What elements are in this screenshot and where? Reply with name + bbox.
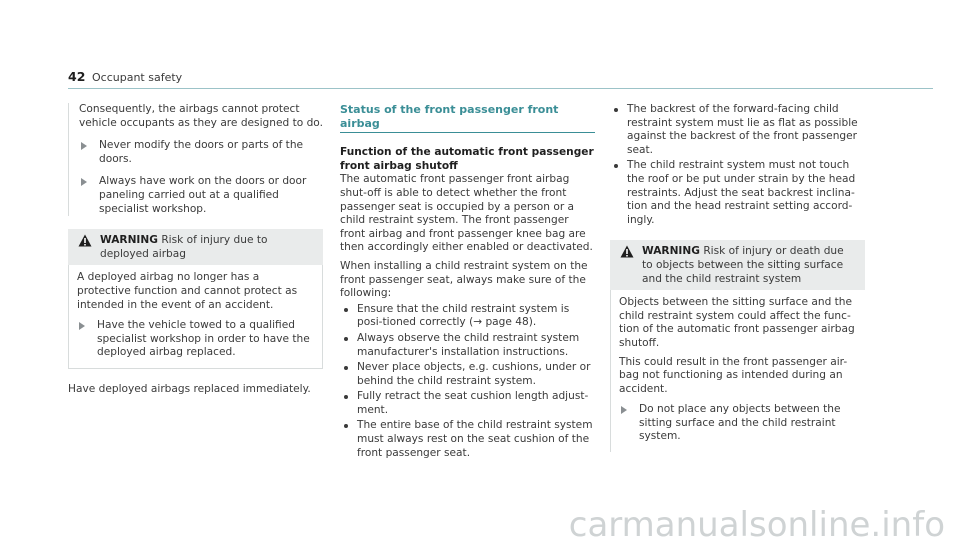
left-warning-box xyxy=(68,229,323,369)
left-warning-body xyxy=(68,265,323,369)
list-item-text: Ensure that the child restraint system is posi-tioned correctly (→ page 48). xyxy=(357,302,570,329)
right-warning-title: Risk of injury or death due to objects between the sitting surface and the child restraint system xyxy=(642,245,844,285)
left-warning-step-text: Have the vehicle towed to a qualified specialist workshop in order to have the deployed airbag replaced. xyxy=(97,319,310,359)
left-warning-text: A deployed airbag no longer has a protective function and cannot protect as intended in the event of an accident. xyxy=(77,271,298,311)
right-warning-body xyxy=(610,290,865,452)
right-warning-box xyxy=(610,240,865,452)
step-arrow-icon xyxy=(81,178,87,186)
bullet-icon xyxy=(614,108,618,112)
list-item-text: The entire base of the child restraint system must always rest on the seat cushion of the front passenger seat. xyxy=(357,419,593,459)
middle-para-2: When installing a child restraint system on the front passenger seat, always make sure of the following: xyxy=(340,259,588,300)
header-rule xyxy=(68,88,933,89)
list-item-text: Always observe the child restraint system manufacturer's installation instructions. xyxy=(357,331,580,358)
middle-para-1: The automatic front passenger front airbag shut-off is able to detect whether the front passenger seat is occupied by a person or a child restraint system. The front passenger front airbag and front passenger knee bag are then accordingly either enabled or deactivated. xyxy=(340,173,593,254)
bullet-icon xyxy=(614,164,618,168)
list-item xyxy=(340,419,595,460)
list-item-text: The backrest of the forward-facing child restraint system must lie as flat as possible against the backrest of the front passenger seat. xyxy=(627,103,858,156)
list-item-text: Never place objects, e.g. cushions, under or behind the child restraint system. xyxy=(357,361,591,387)
list-item-text: The child restraint system must not touch the roof or be put under strain by the head restraints. Adjust the seat backrest inclina-tion and the head restraint setting accord-ingly. xyxy=(627,159,856,226)
page-section: Occupant safety xyxy=(92,71,183,84)
list-item xyxy=(340,361,595,388)
bullet-icon xyxy=(344,395,348,399)
bullet-icon xyxy=(344,308,348,312)
bullet-icon xyxy=(344,366,348,370)
right-warning-text-2: This could result in the front passenger air-bag not functioning as intended during an accident. xyxy=(619,355,848,395)
middle-column xyxy=(340,103,595,462)
left-intro-text: Consequently, the airbags cannot protect vehicle occupants as they are designed to do. xyxy=(79,103,323,129)
list-item xyxy=(340,390,595,417)
page-number: 42 xyxy=(68,69,86,84)
warning-triangle-icon xyxy=(78,234,92,247)
middle-bullet-list xyxy=(340,303,595,461)
right-column xyxy=(610,103,865,452)
right-warning-text-1: Objects between the sitting surface and the child restraint system could affect the func-tion of the automatic front passenger airbag shutoff. xyxy=(619,296,855,349)
section-title: Status of the front passenger front airbag xyxy=(340,103,595,133)
sub-title: Function of the automatic front passenger front airbag shutoff xyxy=(340,146,594,172)
left-step-2-text: Always have work on the doors or door paneling carried out at a qualified specialist workshop. xyxy=(99,175,307,215)
left-warning-word: WARNING xyxy=(100,234,158,247)
right-warning-word: WARNING xyxy=(642,245,700,258)
list-item xyxy=(610,103,865,157)
step-arrow-icon xyxy=(81,142,87,150)
left-after-text: Have deployed airbags replaced immediately. xyxy=(68,382,311,395)
bullet-icon xyxy=(344,337,348,341)
right-bullet-list xyxy=(610,103,865,227)
left-intro-block xyxy=(68,103,323,216)
left-step-1-text: Never modify the doors or parts of the doors. xyxy=(99,139,304,165)
left-column xyxy=(68,103,323,397)
right-warning-step-text: Do not place any objects between the sitting surface and the child restraint system. xyxy=(639,403,841,443)
list-item xyxy=(340,303,595,330)
left-step-2 xyxy=(79,175,323,216)
bullet-icon xyxy=(344,424,348,428)
step-arrow-icon xyxy=(621,406,627,414)
list-item-text: Fully retract the seat cushion length adjust-ment. xyxy=(357,390,589,416)
left-warning-step xyxy=(77,319,314,360)
right-warning-step xyxy=(619,403,857,444)
list-item xyxy=(340,332,595,359)
list-item xyxy=(610,159,865,227)
left-warning-header xyxy=(68,229,323,265)
left-step-1 xyxy=(79,139,323,166)
step-arrow-icon xyxy=(79,322,85,330)
warning-triangle-icon xyxy=(620,245,634,258)
left-warning-title: Risk of injury due to deployed airbag xyxy=(100,234,268,260)
watermark: carmanualsonline.info xyxy=(568,505,945,545)
right-warning-header xyxy=(610,240,865,290)
